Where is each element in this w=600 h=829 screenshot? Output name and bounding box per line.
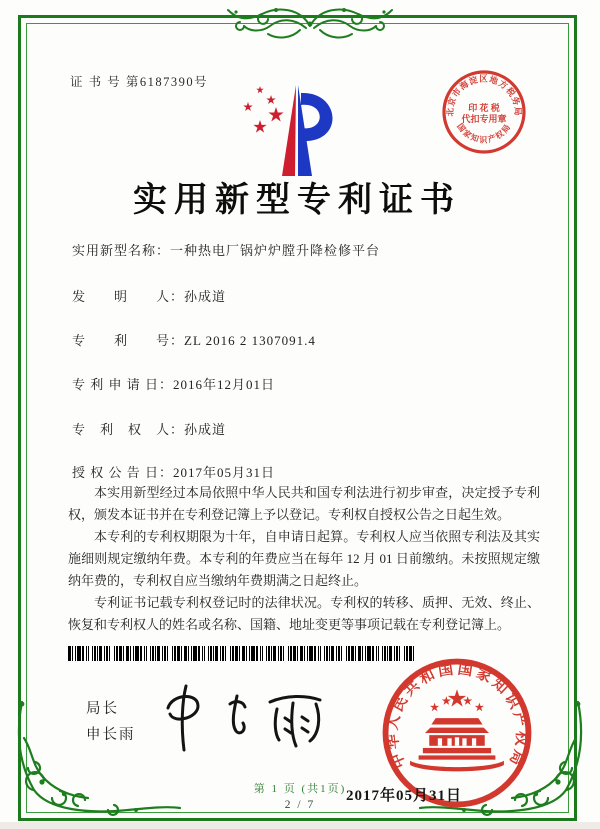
body-paragraph-3: 专利证书记载专利权登记时的法律状况。专利权的转移、质押、无效、终止、恢复和专利权人的姓名或名称、国籍、地址变更等事项记载在专利登记簿上。 bbox=[68, 595, 540, 632]
body-paragraph-2: 本专利的专利权期限为十年，自申请日起算。专利权人应当依照专利法及其实施细则规定缴纳年费。本专利的年费应当在每年 12 月 01 日前缴纳。未按照规定缴纳年费的，专利权自应当缴纳年费期满之日起终止。 bbox=[68, 529, 540, 588]
bottom-strip bbox=[0, 822, 600, 829]
svg-text:北京市海淀区地方税务局: 北京市海淀区地方税务局 bbox=[444, 73, 524, 117]
page-title: 实用新型专利证书 bbox=[133, 182, 461, 219]
director-signature-icon bbox=[150, 678, 350, 762]
page-indicator: 第 1 页 (共1页) bbox=[253, 783, 347, 795]
field-grant-announcement-date: 授 权 公 告 日：2017年05月31日 bbox=[72, 465, 276, 480]
certificate-body-text bbox=[68, 482, 540, 636]
field-patent-number: 专 利 号：ZL 2016 2 1307091.4 bbox=[72, 333, 316, 348]
svg-text:印 花 税: 印 花 税 bbox=[468, 103, 500, 113]
svg-text:国家知识产权局: 国家知识产权局 bbox=[455, 121, 513, 145]
national-emblem-icon bbox=[410, 689, 504, 771]
director-title: 局长 bbox=[86, 701, 119, 717]
patent-office-logo-icon bbox=[238, 80, 358, 182]
grant-date: 2017年05月31日 bbox=[346, 788, 463, 804]
certificate-number: 证 书 号 第6187390号 bbox=[70, 75, 209, 89]
director-name: 申长雨 bbox=[86, 727, 136, 743]
viewer-page-indicator: 2 / 7 bbox=[284, 799, 316, 811]
svg-text:中华人民共和国国家知识产权局: 中华人民共和国国家知识产权局 bbox=[384, 661, 530, 771]
field-filing-date: 专 利 申 请 日：2016年12月01日 bbox=[72, 377, 276, 392]
barcode bbox=[68, 646, 414, 661]
director-block bbox=[86, 696, 136, 748]
field-utility-model-name: 实用新型名称：一种热电厂锅炉炉膛升降检修平台 bbox=[72, 243, 381, 258]
svg-text:代扣专用章: 代扣专用章 bbox=[461, 114, 507, 124]
body-paragraph-1: 本实用新型经过本局依照中华人民共和国专利法进行初步审查，决定授予专利权，颁发本证书并在专利登记簿上予以登记。专利权自授权公告之日起生效。 bbox=[68, 485, 540, 522]
field-inventor: 发 明 人：孙成道 bbox=[72, 289, 227, 304]
tax-stamp-seal-icon bbox=[436, 64, 532, 160]
field-patentee: 专 利 权 人：孙成道 bbox=[72, 422, 227, 437]
